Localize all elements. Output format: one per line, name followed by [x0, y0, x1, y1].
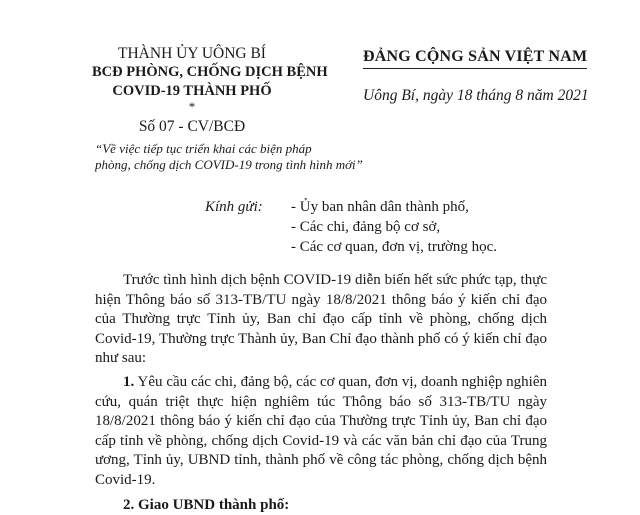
recipient-item: - Các chi, đảng bộ cơ sở,: [291, 219, 441, 235]
document-body: [95, 271, 547, 515]
recipients-list: [291, 197, 497, 257]
star-separator: *: [188, 99, 196, 114]
recipient-item: - Các cơ quan, đơn vị, trường học.: [291, 239, 498, 255]
organization-name: THÀNH ỦY UÔNG BÍ: [118, 45, 266, 62]
national-header: [363, 47, 595, 106]
item-1-paragraph: [95, 373, 547, 491]
recipients-label: Kính gửi:: [205, 199, 263, 215]
document-number: Số 07 - CV/BCĐ: [138, 118, 246, 135]
recipient-item: - Ủy ban nhân dân thành phố,: [291, 199, 469, 215]
issuing-authority-header: [92, 44, 328, 138]
intro-paragraph: Trước tình hình dịch bệnh COVID-19 diễn biến hết sức phức tạp, thực hiện Thông báo số 313-TB/TU ngày 18/8/2021 thông báo ý kiến chỉ đạo của Thường trực Tỉnh ủy, Ban chỉ đạo cấp tỉnh về phòng, chống dịch Covid-19, Thường trực Thành ủy, Ban Chỉ đạo thành phố có ý kiến chỉ đạo như sau:: [95, 272, 547, 367]
item-1-number: 1.: [123, 373, 135, 390]
subject-line1: “Về việc tiếp tục triển khai các biện pháp: [95, 141, 312, 156]
subject-line2: phòng, chống dịch COVID-19 trong tình hình mới”: [95, 156, 363, 172]
place-and-date: Uông Bí, ngày 18 tháng 8 năm 2021: [363, 87, 589, 104]
document-subject: [95, 141, 363, 172]
party-name: ĐẢNG CỘNG SẢN VIỆT NAM: [363, 47, 587, 69]
committee-name-line2: COVID-19 THÀNH PHỐ: [112, 83, 272, 99]
item-2-heading: 2. Giao UBND thành phố:: [123, 496, 290, 513]
committee-name-line1: BCĐ PHÒNG, CHỐNG DỊCH BỆNH: [92, 64, 328, 80]
item-1-text: Yêu cầu các chi, đảng bộ, các cơ quan, đơn vị, doanh nghiệp nghiên cứu, quán triệt thực hiện nghiêm túc Thông báo số 313-TB/TU ngày 18/8/2021 thông báo ý kiến chỉ đạo của Thường trực Tỉnh ủy, Ban chỉ đạo cấp tỉnh về phòng, chống dịch Covid-19 và các văn bản chỉ đạo của Trung ương, Tỉnh ủy, UBND tỉnh, thành phố về công tác phòng, chống dịch bệnh Covid-19.: [95, 373, 547, 488]
